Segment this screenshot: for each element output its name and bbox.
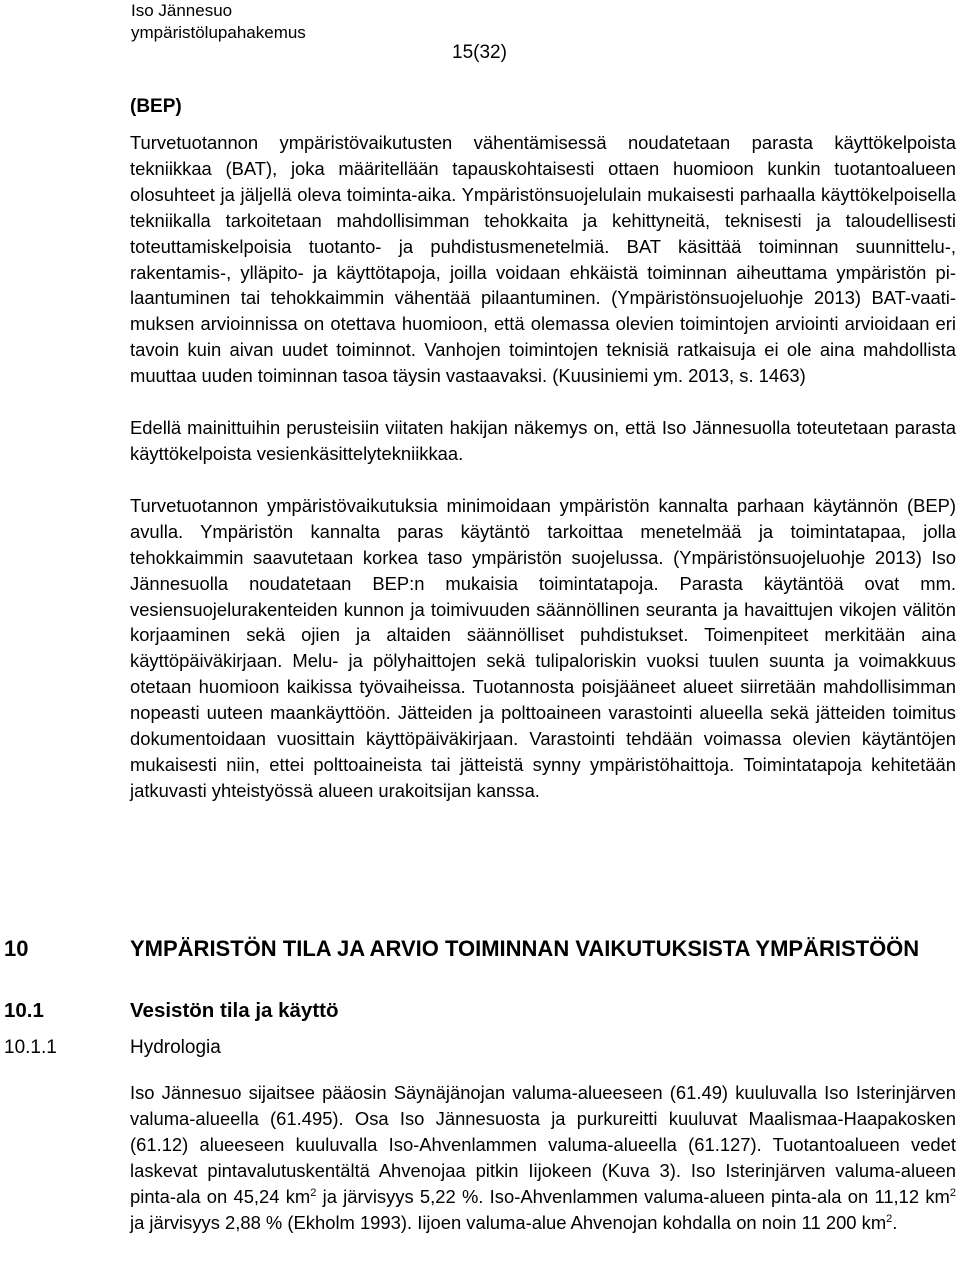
paragraph-bep: Turvetuotannon ympäristövaikutuksia minimoidaan ympäristön kannalta parhaan käytännön (BEP) avulla. Ympäristön kannalta paras käytäntö tarkoittaa menetelmää ja toimintatapaa, jolla tehokkaimmin saavutetaan korkea taso ympäristön suojelussa. (Ympäristönsuojeluohje 2013) Iso Jännesuolla noudatetaan BEP:n mukaisia toimintatapoja. Parasta käytäntöä ovat mm. vesiensuojelurakenteiden kunnon ja toimivuuden säännöllinen seuranta ja havaittujen vikojen välitön korjaaminen sekä ojien ja altaiden säännölliset puhdistukset. Toimenpiteet merkitään aina käyttöpäiväkirjaan. Melu- ja pölyhaittojen sekä tulipaloriskin vuoksi tuulen suunta ja voimakkuus otetaan huomioon kaikissa työvaiheissa. Tuotannosta poisjääneet alueet siirretään mahdollisimman nopeasti uuteen maankäyttöön. Jätteiden ja polttoaineen varastointi alueella sekä jätteiden toimitus dokumentoidaan vuosittain käyttöpäiväkirjaan. Varastointi tehdään voimassa olevien käytäntöjen mukaisesti niin, ettei polttoaineista tai jätteistä synny ympäristöhaittoja. Toimintatapoja kehitetään jatkuvasti yhteistyössä alueen urakoitsijan kanssa.	[130, 494, 956, 801]
section-10-1-heading	[0, 997, 960, 1033]
section-10-number: 10	[4, 936, 29, 961]
section-10-heading	[0, 934, 960, 994]
section-headings	[0, 934, 960, 1065]
superscript-squared: 2	[310, 1186, 317, 1199]
hydrology-text-2: ja järvisyys 5,22 %. Iso-Ahvenlammen valuma-alueen pinta-ala on 11,12 km	[316, 1185, 950, 1207]
hydrology-text-3: ja järvisyys 2,88 % (Ekholm 1993). Iijoen valuma-alue Ahvenojan kohdalla on noin 11 200 km	[130, 1211, 887, 1233]
paragraph-bat: Turvetuotannon ympäristövaikutusten vähentämisessä noudatetaan parasta käyttökelpoista tekniikkaa (BAT), joka määritellään tapauskohtaisesti ottaen huomioon kunkin tuotantoalueen olosuhteet ja jäljellä oleva toiminta-aika. Ympäristönsuojelulain mukaisesti parhaalla käyttökelpoisella tekniikalla tarkoitetaan mahdollisimman tehokkaita ja kehittyneitä, teknisesti ja taloudellisesti toteuttamiskelpoisia tuotanto- ja puhdistusmenetelmiä. BAT käsittää toiminnan suunnittelu-, rakentamis-, ylläpito- ja käyttötapoja, joilla voidaan ehkäistä toiminnan aiheuttama ympäristön pi-laantuminen tai tehokkaimmin vähentää pilaantuminen. (Ympäristönsuojeluohje 2013) BAT-vaatimuksen arvioinnissa on otettava huomioon, että olemassa olevien toimintojen arviointi arvioidaan eri tavoin kuin aivan uudet toiminnot. Vanhojen toimintojen teknisiä ratkaisuja ei ole aina mahdollista muuttaa uuden toiminnan tasoa täysin vastaavaksi. (Kuusiniemi ym. 2013, s. 1463)	[130, 132, 956, 387]
section-10-1-1-number: 10.1.1	[4, 1037, 57, 1058]
header-document-type: ympäristölupahakemus	[131, 23, 306, 42]
superscript-squared: 2	[949, 1186, 956, 1199]
document-body	[130, 94, 956, 830]
section-10-1-1-title: Hydrologia	[130, 1037, 221, 1058]
header-project-name: Iso Jännesuo	[131, 1, 233, 20]
page-number: 15(32)	[452, 42, 507, 63]
hydrology-text-1: Iso Jännesuo sijaitsee pääosin Säynäjänojan valuma-alueeseen (61.49) kuuluvalla Iso Isterinjärven valuma-alueella (61.495). Osa Iso Jännesuosta ja purkureitti kuuluvat Maalismaa-Haapakosken (61.12) alueeseen kuuluvalla Iso-Ahvenlammen valuma-alueella (61.127). Tuotantoalueen vedet laskevat pintavalutuskentältä Ahvenojaa pitkin Iijokeen (Kuva 3). Iso Isterinjärven valuma-alueen pinta-ala on 45,24 km	[130, 1082, 956, 1207]
paragraph-hydrology	[130, 1080, 956, 1235]
section-10-title: YMPÄRISTÖN TILA JA ARVIO TOIMINNAN VAIKUTUKSISTA YMPÄRISTÖÖN	[130, 936, 920, 961]
document-header	[131, 0, 306, 44]
section-10-1-1-heading	[0, 1035, 960, 1065]
section-10-1-title: Vesistön tila ja käyttö	[130, 999, 339, 1022]
paragraph-applicant-view: Edellä mainittuihin perusteisiin viitaten hakijan näkemys on, että Iso Jännesuolla toteutetaan parasta käyttökelpoista vesienkäsittelytekniikkaa.	[130, 417, 956, 464]
superscript-squared: 2	[886, 1212, 893, 1225]
bep-heading: (BEP)	[130, 96, 182, 117]
hydrology-text-4: .	[892, 1211, 898, 1233]
section-10-1-number: 10.1	[4, 999, 44, 1022]
